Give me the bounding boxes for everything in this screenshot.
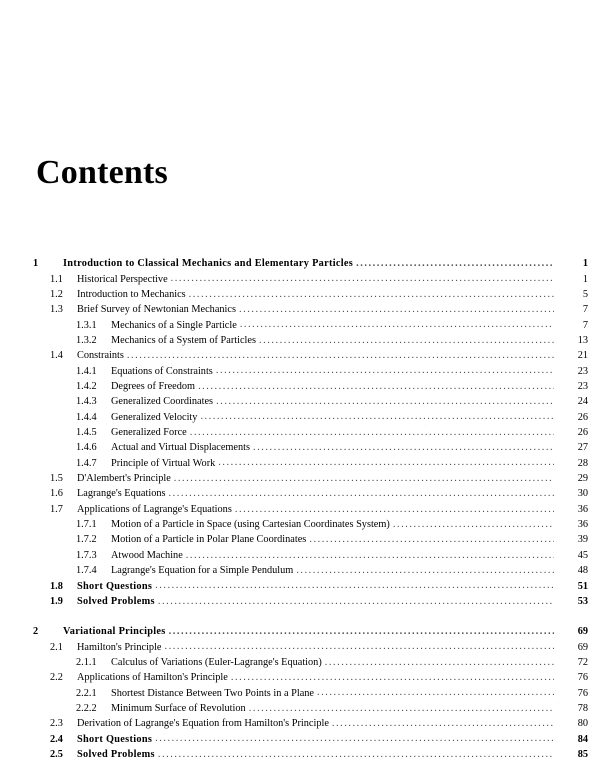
toc-entry-number: 1.7.2 (76, 534, 97, 546)
toc-dot-leader (165, 639, 554, 649)
toc-entry-2[interactable] (0, 624, 600, 639)
toc-entry-number: 2.2.2 (76, 702, 97, 714)
toc-dot-leader (200, 409, 554, 419)
toc-entry-number: 1.9 (50, 595, 63, 607)
toc-entry-label: Principle of Virtual Work (111, 457, 216, 469)
toc-entry-1-3-2[interactable] (0, 333, 600, 348)
toc-entry-label: Actual and Virtual Displacements (111, 442, 251, 454)
toc-entry-number: 2 (33, 626, 39, 638)
toc-entry-number: 2.1 (50, 641, 63, 653)
toc-entry-number: 2.2.1 (76, 687, 97, 699)
toc-dot-leader (216, 394, 554, 404)
toc-entry-2-1-1[interactable] (0, 655, 600, 670)
toc-entry-page-number: 30 (577, 488, 588, 500)
toc-entry-label: Hamilton's Principle (77, 641, 162, 653)
toc-entry-label: Historical Perspective (77, 273, 168, 285)
page-title: Contents (36, 153, 168, 191)
toc-entry-page-number: 7 (582, 304, 588, 316)
toc-entry-2-2-2[interactable] (0, 701, 600, 716)
toc-entry-number: 2.4 (50, 733, 63, 745)
toc-dot-leader (198, 379, 554, 389)
toc-entry-1-9[interactable] (0, 594, 600, 609)
toc-dot-leader (169, 624, 554, 634)
toc-entry-number: 1.4.2 (76, 381, 97, 393)
toc-entry-page-number: 36 (577, 519, 588, 531)
toc-entry-page-number: 27 (577, 442, 588, 454)
toc-dot-leader (171, 271, 554, 281)
toc-dot-leader (259, 333, 554, 343)
toc-entry-number: 1.4 (50, 350, 63, 362)
toc-entry-1[interactable] (0, 256, 600, 271)
toc-dot-leader (235, 502, 554, 512)
toc-entry-label: Atwood Machine (111, 549, 183, 561)
toc-entry-page-number: 26 (577, 411, 588, 423)
toc-entry-page-number: 1 (582, 258, 588, 270)
toc-entry-1-5[interactable] (0, 471, 600, 486)
toc-entry-1-4-7[interactable] (0, 455, 600, 470)
toc-dot-leader (155, 731, 554, 741)
toc-entry-label: Motion of a Particle in Polar Plane Coordinates (111, 534, 307, 546)
toc-dot-leader (186, 548, 554, 558)
toc-dot-leader (240, 317, 554, 327)
toc-entry-page-number: 48 (577, 565, 588, 577)
toc-dot-leader (216, 363, 554, 373)
toc-entry-label: Degrees of Freedom (111, 381, 196, 393)
toc-entry-page-number: 23 (577, 365, 588, 377)
toc-entry-label: Short Questions (77, 580, 153, 592)
toc-dot-leader (393, 517, 554, 527)
toc-entry-number: 1.4.3 (76, 396, 97, 408)
toc-entry-number: 2.2 (50, 672, 63, 684)
toc-dot-leader (174, 471, 554, 481)
toc-entry-number: 1.4.1 (76, 365, 97, 377)
toc-entry-1-3-1[interactable] (0, 317, 600, 332)
toc-entry-1-4-2[interactable] (0, 379, 600, 394)
toc-entry-page-number: 29 (577, 473, 588, 485)
toc-entry-page-number: 78 (577, 702, 588, 714)
toc-entry-1-4-5[interactable] (0, 425, 600, 440)
toc-entry-page-number: 26 (577, 427, 588, 439)
toc-entry-label: Solved Problems (77, 595, 155, 607)
toc-entry-2-3[interactable] (0, 716, 600, 731)
toc-entry-number: 2.5 (50, 748, 63, 760)
toc-entry-page-number: 76 (577, 687, 588, 699)
toc-dot-leader (239, 302, 554, 312)
toc-dot-leader (332, 716, 554, 726)
toc-entry-page-number: 45 (577, 549, 588, 561)
toc-dot-leader (190, 425, 554, 435)
toc-dot-leader (249, 701, 554, 711)
toc-entry-page-number: 80 (577, 718, 588, 730)
toc-entry-1-4-6[interactable] (0, 440, 600, 455)
toc-entry-number: 1.7.3 (76, 549, 97, 561)
toc-entry-label: Lagrange's Equations (77, 488, 166, 500)
toc-entry-label: Applications of Hamilton's Principle (77, 672, 228, 684)
toc-entry-number: 1.8 (50, 580, 63, 592)
toc-entry-label: Introduction to Mechanics (77, 288, 186, 300)
toc-entry-page-number: 51 (577, 580, 588, 592)
toc-entry-2-2[interactable] (0, 670, 600, 685)
toc-entry-label: Solved Problems (77, 748, 155, 760)
toc-entry-page-number: 53 (577, 595, 588, 607)
toc-entry-page-number: 69 (577, 641, 588, 653)
toc-entry-number: 1.4.7 (76, 457, 97, 469)
toc-dot-leader (155, 578, 554, 588)
toc-entry-page-number: 23 (577, 381, 588, 393)
toc-entry-2-2-1[interactable] (0, 685, 600, 700)
toc-entry-number: 1.7.4 (76, 565, 97, 577)
toc-entry-1-8[interactable] (0, 578, 600, 593)
toc-entry-number: 1.1 (50, 273, 63, 285)
toc-entry-1-3[interactable] (0, 302, 600, 317)
toc-entry-label: Equations of Constraints (111, 365, 213, 377)
table-of-contents (0, 256, 600, 762)
toc-entry-label: Motion of a Particle in Space (using Cartesian Coordinates System) (111, 519, 390, 531)
toc-entry-2-1[interactable] (0, 639, 600, 654)
toc-entry-number: 1 (33, 258, 39, 270)
toc-entry-1-4-4[interactable] (0, 409, 600, 424)
toc-entry-number: 1.4.5 (76, 427, 97, 439)
toc-entry-1-7-2[interactable] (0, 532, 600, 547)
toc-entry-label: Lagrange's Equation for a Simple Pendulum (111, 565, 294, 577)
toc-entry-page-number: 5 (582, 288, 588, 300)
toc-dot-leader (296, 563, 554, 573)
toc-entry-page-number: 13 (577, 335, 588, 347)
toc-entry-number: 1.7 (50, 503, 63, 515)
toc-dot-leader (309, 532, 554, 542)
toc-entry-label: Generalized Force (111, 427, 187, 439)
toc-entry-label: Derivation of Lagrange's Equation from Hamilton's Principle (77, 718, 329, 730)
toc-entry-page-number: 36 (577, 503, 588, 515)
toc-entry-label: Mechanics of a System of Particles (111, 335, 256, 347)
toc-entry-number: 2.1.1 (76, 656, 97, 668)
toc-entry-1-4-1[interactable] (0, 363, 600, 378)
toc-entry-1-6[interactable] (0, 486, 600, 501)
toc-entry-1-7-1[interactable] (0, 517, 600, 532)
toc-entry-label: Generalized Velocity (111, 411, 198, 423)
toc-entry-page-number: 39 (577, 534, 588, 546)
toc-entry-label: Short Questions (77, 733, 153, 745)
toc-dot-leader (356, 256, 554, 266)
toc-entry-label: Shortest Distance Between Two Points in a Plane (111, 687, 314, 699)
toc-entry-label: Variational Principles (63, 626, 166, 638)
toc-entry-number: 1.3.2 (76, 335, 97, 347)
toc-dot-leader (189, 287, 554, 297)
toc-entry-number: 1.4.6 (76, 442, 97, 454)
toc-entry-page-number: 1 (582, 273, 588, 285)
toc-entry-page-number: 24 (577, 396, 588, 408)
toc-entry-label: Brief Survey of Newtonian Mechanics (77, 304, 236, 316)
toc-entry-number: 1.4.4 (76, 411, 97, 423)
toc-entry-number: 1.2 (50, 288, 63, 300)
toc-entry-1-7-4[interactable] (0, 563, 600, 578)
toc-dot-leader (127, 348, 554, 358)
toc-entry-number: 1.5 (50, 473, 63, 485)
toc-dot-leader (158, 747, 554, 757)
toc-entry-page-number: 84 (577, 733, 588, 745)
toc-entry-page-number: 7 (582, 319, 588, 331)
toc-dot-leader (317, 685, 554, 695)
toc-entry-number: 1.3.1 (76, 319, 97, 331)
toc-entry-number: 1.7.1 (76, 519, 97, 531)
toc-dot-leader (158, 594, 554, 604)
toc-entry-page-number: 69 (577, 626, 588, 638)
toc-entry-page-number: 76 (577, 672, 588, 684)
toc-dot-leader (231, 670, 554, 680)
toc-dot-leader (325, 655, 554, 665)
toc-entry-label: Applications of Lagrange's Equations (77, 503, 232, 515)
toc-entry-number: 1.3 (50, 304, 63, 316)
toc-entry-1-2[interactable] (0, 287, 600, 302)
toc-entry-page-number: 21 (577, 350, 588, 362)
toc-entry-label: Constraints (77, 350, 124, 362)
toc-entry-1-7[interactable] (0, 502, 600, 517)
toc-entry-number: 2.3 (50, 718, 63, 730)
toc-entry-2-4[interactable] (0, 731, 600, 746)
toc-entry-2-5[interactable] (0, 747, 600, 762)
toc-entry-1-1[interactable] (0, 271, 600, 286)
toc-entry-page-number: 72 (577, 656, 588, 668)
toc-dot-leader (169, 486, 555, 496)
toc-entry-number: 1.6 (50, 488, 63, 500)
toc-dot-leader (218, 455, 554, 465)
toc-entry-label: D'Alembert's Principle (77, 473, 171, 485)
toc-entry-label: Calculus of Variations (Euler-Lagrange's Equation) (111, 656, 322, 668)
toc-entry-label: Mechanics of a Single Particle (111, 319, 237, 331)
toc-entry-1-7-3[interactable] (0, 548, 600, 563)
toc-entry-page-number: 85 (577, 748, 588, 760)
toc-entry-label: Minimum Surface of Revolution (111, 702, 246, 714)
toc-dot-leader (253, 440, 554, 450)
toc-section-gap (0, 609, 600, 624)
toc-entry-label: Generalized Coordinates (111, 396, 214, 408)
toc-entry-label: Introduction to Classical Mechanics and Elementary Particles (63, 258, 354, 270)
toc-entry-page-number: 28 (577, 457, 588, 469)
toc-entry-1-4-3[interactable] (0, 394, 600, 409)
toc-entry-1-4[interactable] (0, 348, 600, 363)
